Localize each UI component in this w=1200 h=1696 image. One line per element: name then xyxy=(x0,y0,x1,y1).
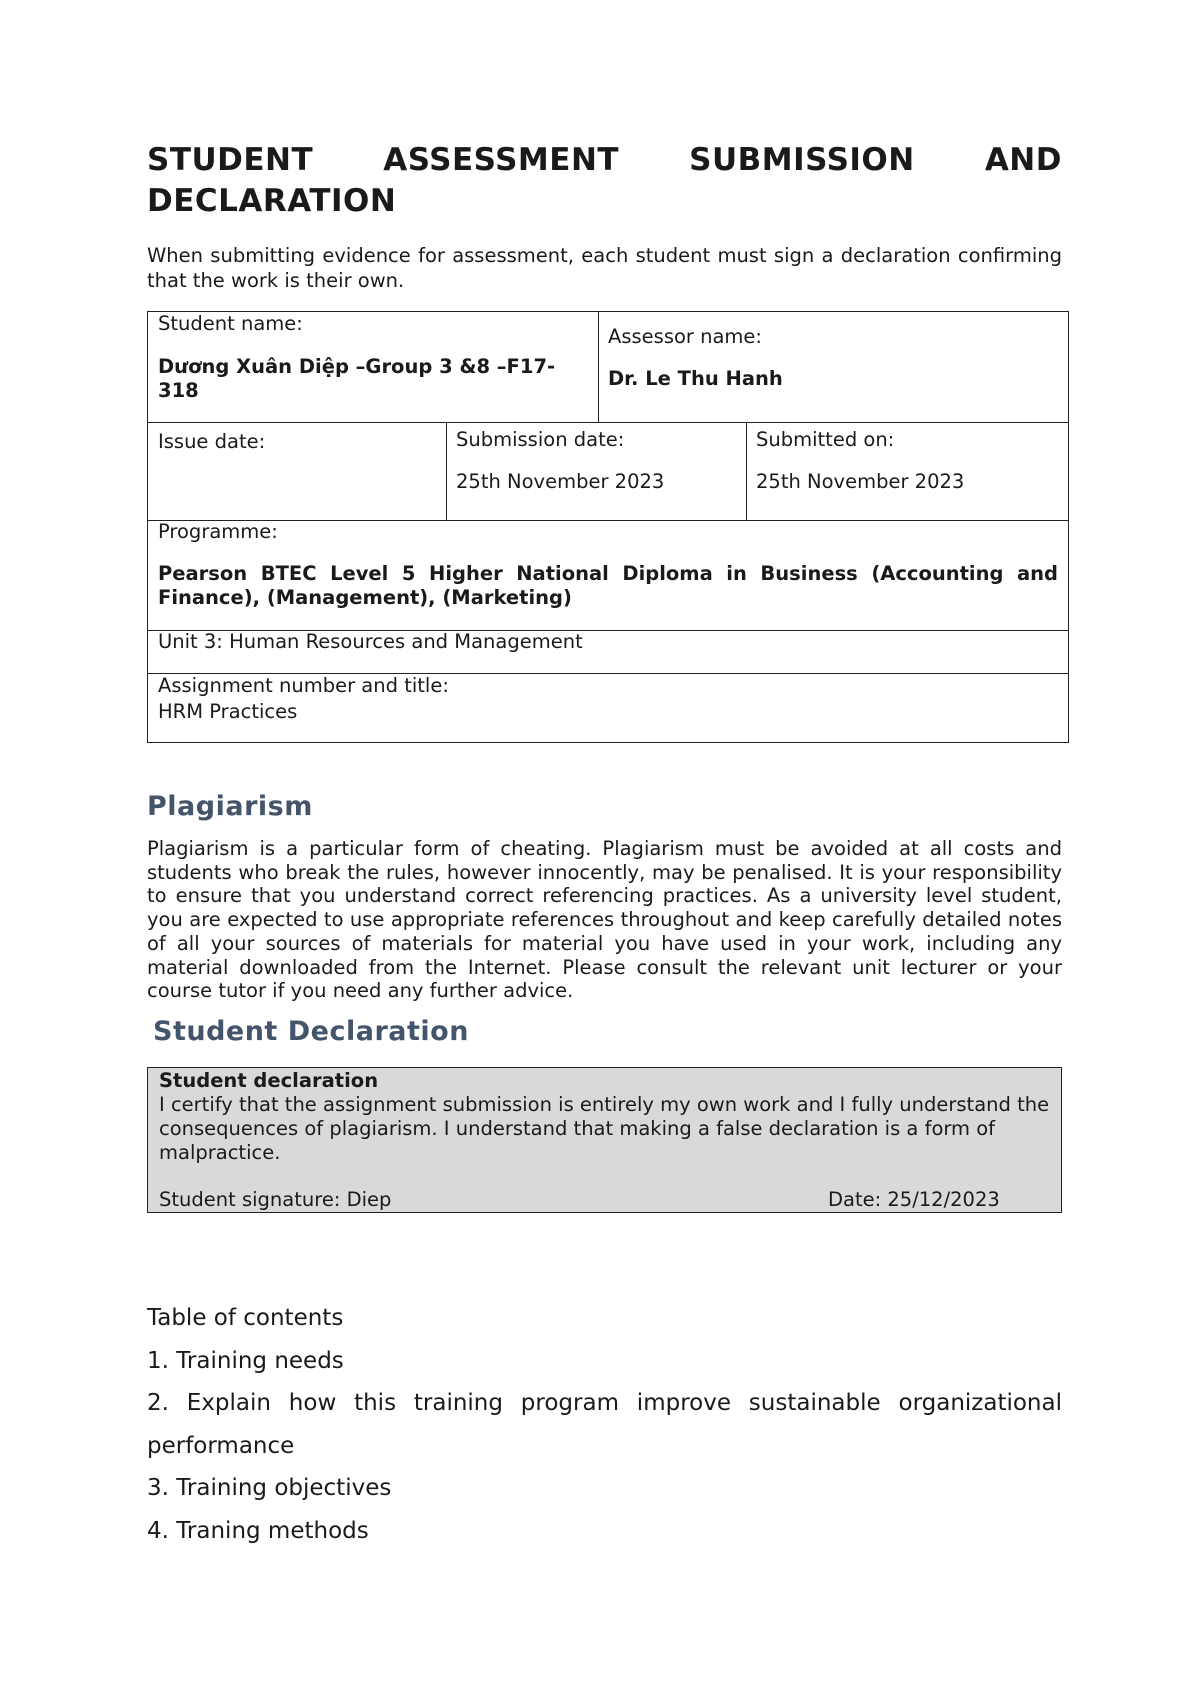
submission-form-table xyxy=(147,311,1069,743)
submitted-on-label: Submitted on: xyxy=(756,428,895,451)
toc-item: 4. Traning methods xyxy=(147,1517,369,1544)
issue-date-label: Issue date: xyxy=(158,430,266,453)
plagiarism-text: Plagiarism is a particular form of cheating. Plagiarism must be avoided at all costs and students who break the rules, however innocently, may be penalised. It is your responsibility to ensure that you understand correct referencing practices. As a university level student, you are expected to use appropriate references throughout and keep carefully detailed notes of all your sources of materials for material you have used in your work, including any material downloaded from the Internet. Please consult the relevant unit lecturer or your course tutor if you need any further advice. xyxy=(147,837,1062,1003)
programme-label: Programme: xyxy=(158,520,278,543)
student-name-cell xyxy=(148,312,598,422)
assessor-name-label: Assessor name: xyxy=(608,325,762,348)
student-name-value: Dương Xuân Diệp –Group 3 &8 –F17-318 xyxy=(158,355,556,402)
assignment-value: HRM Practices xyxy=(158,700,298,723)
submission-date-label: Submission date: xyxy=(456,428,625,451)
submitted-on-cell xyxy=(746,422,1068,520)
toc-heading: Table of contents xyxy=(147,1305,344,1331)
submitted-on-value: 25th November 2023 xyxy=(756,470,965,493)
declaration-text: I certify that the assignment submission is entirely my own work and I fully understand the consequences of plagiarism. I understand that making a false declaration is a form of malpractice. xyxy=(159,1093,1050,1164)
student-signature: Student signature: Diep xyxy=(159,1188,392,1211)
declaration-date: Date: 25/12/2023 xyxy=(828,1188,1000,1211)
submission-date-cell xyxy=(446,422,746,520)
title-word: SUBMISSION xyxy=(689,142,915,178)
assignment-cell xyxy=(148,673,1068,743)
title-line-2: DECLARATION xyxy=(147,183,397,219)
student-name-label: Student name: xyxy=(158,312,303,335)
title-word: ASSESSMENT xyxy=(383,142,620,178)
toc-item: 2. Explain how this training program improve sustainable organizational performance xyxy=(147,1390,1062,1459)
toc-item: 3. Training objectives xyxy=(147,1475,392,1501)
table-of-contents xyxy=(147,1297,1062,1552)
plagiarism-heading: Plagiarism xyxy=(147,791,313,822)
toc-item: 1. Training needs xyxy=(147,1347,344,1374)
document-title xyxy=(147,140,1062,222)
assessor-name-cell xyxy=(598,312,1068,422)
unit-text: Unit 3: Human Resources and Management xyxy=(158,630,583,653)
unit-cell xyxy=(148,630,1068,673)
title-word: STUDENT xyxy=(147,142,314,178)
submission-date-value: 25th November 2023 xyxy=(456,470,665,493)
student-declaration-heading: Student Declaration xyxy=(153,1016,469,1047)
declaration-box-title: Student declaration xyxy=(159,1069,379,1092)
assessor-name-value: Dr. Le Thu Hanh xyxy=(608,367,783,390)
declaration-box xyxy=(147,1067,1062,1213)
issue-date-cell xyxy=(148,422,446,520)
title-word: AND xyxy=(984,142,1062,178)
intro-text: When submitting evidence for assessment, each student must sign a declaration confirming that the work is their own. xyxy=(147,244,1062,292)
assignment-label: Assignment number and title: xyxy=(158,674,449,697)
programme-cell xyxy=(148,520,1068,630)
programme-value: Pearson BTEC Level 5 Higher National Diploma in Business (Accounting and Finance), (Management), (Marketing) xyxy=(158,562,1058,609)
